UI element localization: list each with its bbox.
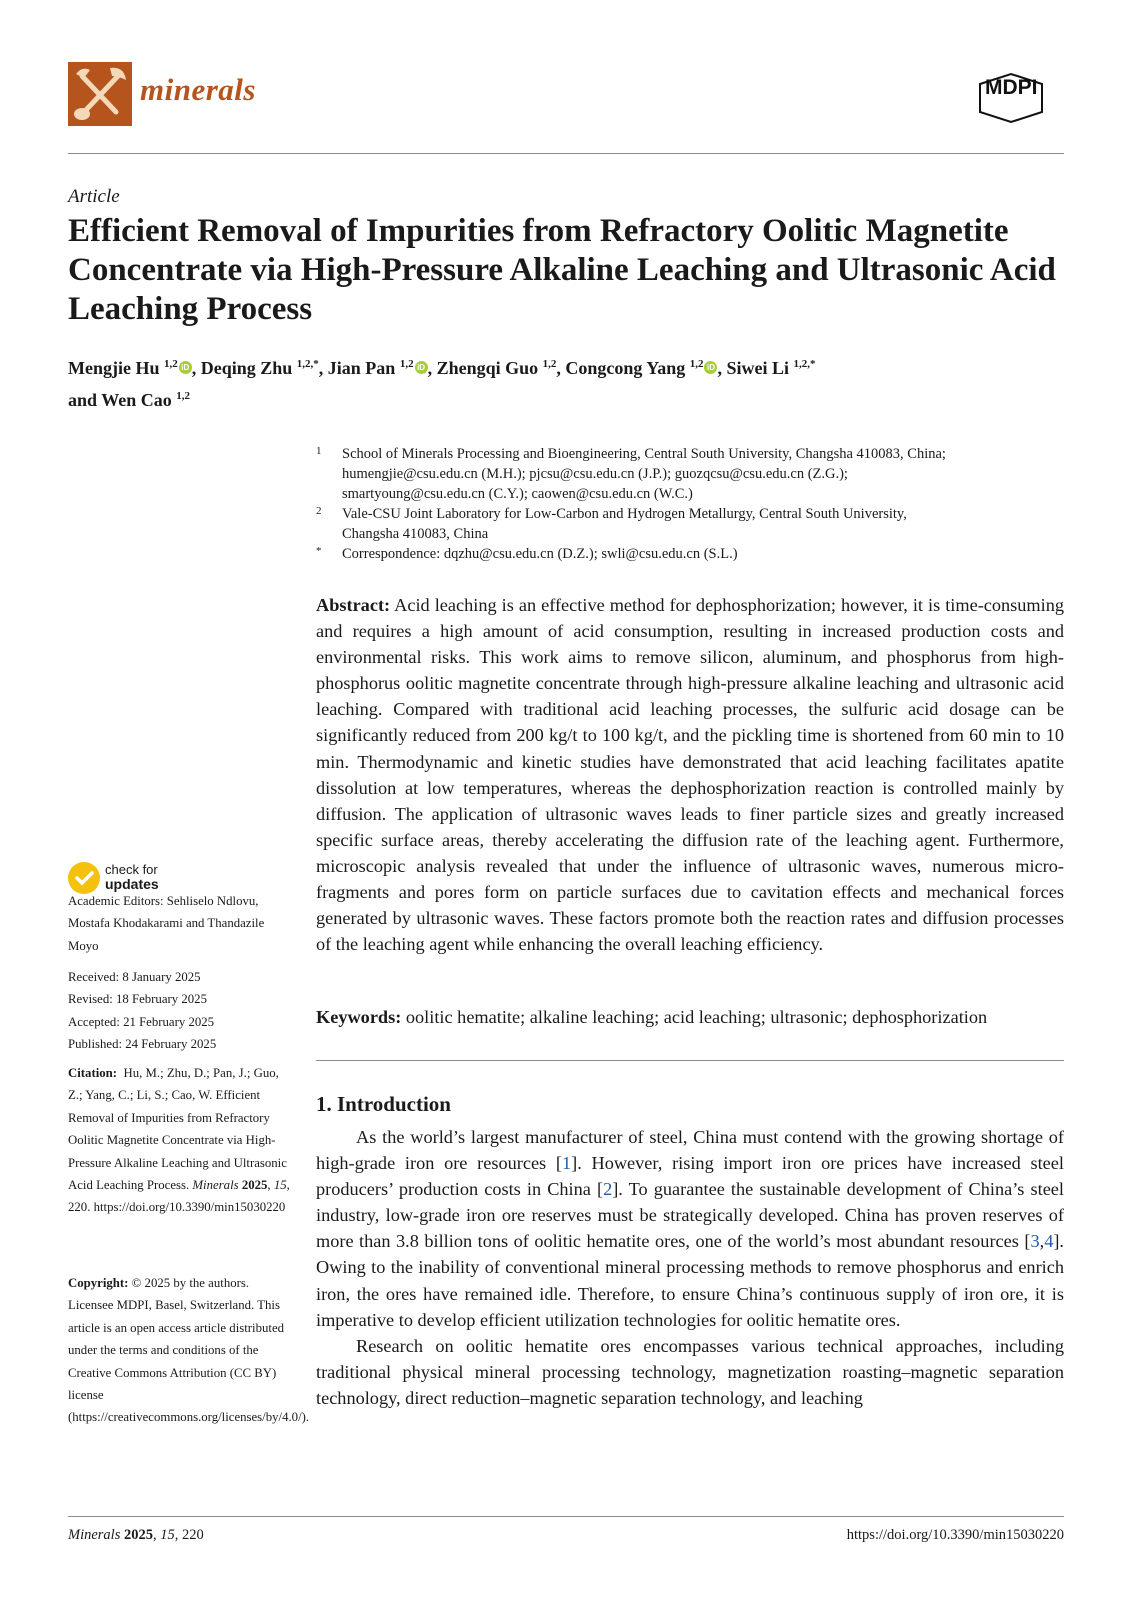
author-affil-sup: 1,2 [689, 358, 704, 370]
copyright-block [68, 1272, 310, 1429]
footer-year: 2025 [123, 1527, 153, 1543]
citation-doi[interactable]: , 220. https://doi.org/10.3390/min15030220 [68, 1178, 290, 1215]
author-affil-sup: 1,2,* [296, 358, 319, 370]
author-affil-sup: 1,2,* [793, 358, 816, 370]
citation-journal: Minerals [192, 1178, 239, 1193]
paragraph-text: , [1039, 1231, 1045, 1252]
affiliation-line: smartyoung@csu.edu.cn (C.Y.); caowen@csu.edu.cn (W.C.) [342, 486, 693, 502]
journal-name: minerals [140, 72, 256, 107]
author-name[interactable]: Deqing Zhu [200, 358, 293, 378]
paragraph-text: ]. To guarantee the sustainable development of China’s steel industry, low-grade iron ore reserves must be strategically developed. China has proven reserves of more than 3.8 billion tons of oolitic hematite ores, one of the world’s most abundant resources [ [316, 1179, 1064, 1252]
academic-editors: Academic Editors: Sehliselo Ndlovu, Mostafa Khodakarami and Thandazile Moyo [68, 894, 265, 953]
article-title: Efficient Removal of Impurities from Refractory Oolitic Magnetite Concentrate via High-Pressure Alkaline Leaching and Ultrasonic Acid Leaching Process [68, 213, 1056, 327]
author-name[interactable]: Zhengqi Guo [436, 358, 539, 378]
affiliation-mark: 2 [316, 505, 322, 517]
date-received: Received: 8 January 2025 [68, 970, 201, 984]
citation-block: Citation: Hu, M.; Zhu, D.; Pan, J.; Guo, Z.; Yang, C.; Li, S.; Cao, W. Efficient Removal of Impurities from Refractory Oolitic Magnetite Concentrate via High-Pressure Alkaline Leaching and Ultrasonic Acid Leaching Process. Minerals 2025, 15, 220. https://doi.org/10.3390/min15030220 [68, 1066, 290, 1215]
citation-text: Hu, M.; Zhu, D.; Pan, J.; Guo, Z.; Yang, C.; Li, S.; Cao, W. Efficient Removal of Impurities from Refractory Oolitic Magnetite Concentrate via High-Pressure Alkaline Leaching and Ultrasonic Acid Leaching Process. [68, 1066, 287, 1193]
journal-logo [68, 62, 132, 126]
citation-link[interactable]: 1 [561, 1153, 572, 1174]
correspondence-line: Correspondence: dqzhu@csu.edu.cn (D.Z.); swli@csu.edu.cn (S.L.) [342, 546, 738, 562]
footer-citation: Minerals 2025, 15, 220 [68, 1527, 204, 1543]
abstract-label: Abstract: [316, 595, 391, 615]
author-name[interactable]: Congcong Yang [565, 358, 686, 378]
affiliations [316, 444, 1056, 564]
affiliation-line: School of Minerals Processing and Bioengineering, Central South University, Changsha 410083, China; [342, 446, 946, 462]
paragraph [316, 1124, 1064, 1333]
footer-divider [68, 1516, 1064, 1517]
author-affil-sup: 1,2 [542, 358, 557, 370]
footer-article-number: , 220 [174, 1527, 204, 1543]
citation-label: Citation: [68, 1066, 118, 1080]
affiliation-item [316, 544, 1056, 564]
citation-volume: 15 [273, 1178, 287, 1193]
affiliation-line: Changsha 410083, China [342, 526, 489, 542]
abstract [316, 592, 1064, 957]
author-affil-sup: 1,2 [164, 358, 178, 370]
keywords-text: oolitic hematite; alkaline leaching; acid leaching; ultrasonic; dephosphorization [405, 1007, 988, 1027]
article-dates [68, 966, 290, 1056]
author-name[interactable]: Wen Cao [101, 390, 172, 410]
author-affil-sup: 1,2 [176, 390, 190, 402]
citation-year: 2025 [241, 1178, 268, 1193]
citation-link[interactable]: 4 [1044, 1231, 1054, 1252]
keywords-label: Keywords: [316, 1007, 402, 1027]
citation-link[interactable]: 3 [1030, 1231, 1040, 1252]
date-accepted: Accepted: 21 February 2025 [68, 1014, 215, 1029]
author-name[interactable]: Jian Pan [327, 358, 396, 378]
paragraph-text: ]. Owing to the inability of conventional mineral processing methods to remove phosphorus and enrich iron, the ores have remained idle. Therefore, to ensure China’s continuous supply of iron ore, it is imperative to develop efficient utilization technologies for oolitic hematite ores. [316, 1231, 1064, 1330]
author-list: Mengjie Hu $^{1,2}$ iD , Deqing Zhu $^{1,2,*}$, Jian Pan $^{1,2}$ iD , Zhengqi Guo $^{1,2}$, Congcong Yang $^{1,2}$ iD , Siwei Li $^{1,2,*}$ and Wen Cao $^{1,2}$ [68, 358, 816, 410]
check-for-updates-button[interactable] [105, 862, 159, 892]
keywords [316, 1004, 1076, 1030]
introduction-body [316, 1124, 1064, 1411]
paragraph-text: ]. However, rising import iron ore prices have increased steel producers’ production costs in China [ [316, 1153, 1064, 1200]
orcid-icon[interactable]: iD [704, 361, 717, 374]
orcid-icon[interactable]: iD [415, 361, 428, 374]
orcid-icon[interactable]: iD [179, 361, 192, 374]
affiliation-line: humengjie@csu.edu.cn (M.H.); pjcsu@csu.edu.cn (J.P.); guozqcsu@csu.edu.cn (Z.G.); [342, 466, 848, 482]
header-divider [68, 153, 1064, 154]
affiliation-mark: * [316, 545, 322, 557]
citation-link[interactable]: 2 [603, 1179, 613, 1200]
affiliation-mark: 1 [316, 445, 322, 457]
date-published: Published: 24 February 2025 [68, 1037, 217, 1052]
author-name[interactable]: Siwei Li [726, 358, 789, 378]
paragraph: Research on oolitic hematite ores encompasses various technical approaches, including traditional physical mineral processing technology, magnetization roasting–magnetic separation technology, direct reduction–magnetic separation technology, and leaching [316, 1335, 1064, 1408]
affiliation-item [316, 444, 1056, 504]
publisher-name: MDPI [985, 76, 1038, 99]
shovel-pickaxe-icon [68, 62, 132, 126]
footer-volume: 15 [160, 1527, 175, 1543]
copyright-text: © 2025 by the authors. Licensee MDPI, Basel, Switzerland. This article is an open access article distributed under the terms and conditions of the Creative Commons Attribution (CC BY) license (https://creativecommons.org/licenses/by/4.0/). [68, 1276, 310, 1425]
affiliation-line: Vale-CSU Joint Laboratory for Low-Carbon and Hydrogen Metallurgy, Central South University, [342, 506, 907, 522]
article-type: Article [68, 186, 120, 207]
author-name[interactable]: Mengjie Hu [68, 358, 160, 378]
footer-doi-link[interactable]: https://doi.org/10.3390/min15030220 [846, 1527, 1064, 1543]
check-updates-line1: check for [105, 862, 158, 877]
author-affil-sup: 1,2 [399, 358, 414, 370]
abstract-text: Acid leaching is an effective method for dephosphorization; however, it is time-consuming and requires a high amount of acid consumption, resulting in increased production costs and environmental risks. This work aims to remove silicon, aluminum, and phosphorus from high-phosphorus oolitic magnetite concentrate through high-pressure alkaline leaching and ultrasonic acid leaching. Compared with traditional acid leaching processes, the sulfuric acid dosage can be significantly reduced from 200 kg/t to 100 kg/t, and the pickling time is shortened from 60 min to 10 min. Thermodynamic and kinetic studies have demonstrated that acid leaching facilitates apatite dissolution at low temperatures, whereas the dephosphorization reaction is controlled mainly by diffusion. The application of ultrasonic waves leads to finer particle sizes and greatly increased specific surface areas, thereby accelerating the diffusion rate of the leaching agent. Furthermore, microscopic analysis revealed that under the influence of ultrasonic waves, numerous micro-fragments and pores form on particle surfaces due to cavitation effects and mechanical forces generated by ultrasonic waves. These factors promote both the reaction rates and diffusion processes of the leaching agent while enhancing the overall leaching efficiency. [316, 595, 1065, 955]
copyright-label: Copyright: [68, 1276, 129, 1290]
authors-connector: and [68, 390, 98, 410]
footer-journal: Minerals [68, 1527, 121, 1543]
check-updates-line2: updates [105, 876, 159, 892]
affiliation-item [316, 504, 1056, 544]
section-heading: 1. Introduction [316, 1092, 451, 1116]
section-divider [316, 1060, 1064, 1061]
paragraph-text: As the world’s largest manufacturer of steel, China must contend with the growing shortage of high-grade iron ore resources [ [316, 1127, 1064, 1174]
date-revised: Revised: 18 February 2025 [68, 992, 207, 1007]
